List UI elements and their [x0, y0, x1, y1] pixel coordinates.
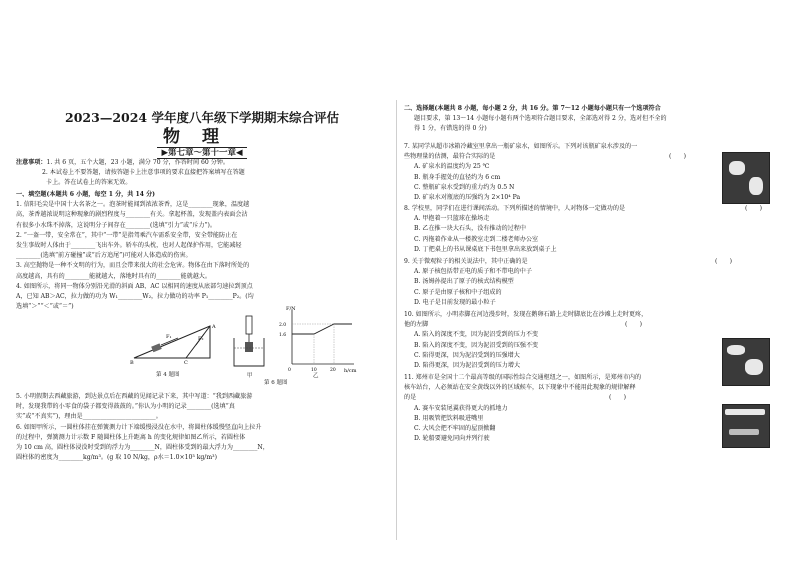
exam-title: 2023—2024 学年度八年级下学期期末综合评估 — [65, 110, 339, 125]
q9 — [404, 257, 782, 308]
q10-stem: 他的左脚 — [404, 321, 429, 329]
q7-option-d: D. 矿泉水对瓶底的压强约为 2×10⁴ Pa — [414, 194, 521, 202]
q2-line: 2. “一盔一带，安全常在”，其中“一带”是指驾乘汽车需系安全带，安全带能防止在 — [16, 231, 238, 239]
q10-option-b: B. 陷入的深度不变，因为泥沼受到的压强不变 — [414, 341, 539, 349]
q4-line: 选填“＞”“＜”或“＝”) — [16, 303, 74, 311]
q8-option-c: C. 丙拖着作业从一楼教室走到二楼老师办公室 — [414, 235, 539, 243]
section-2-heading-line: 得 1 分，有错选的得 0 分) — [414, 125, 487, 133]
y-tick-2: 2.0 — [279, 323, 287, 328]
section-1 — [16, 190, 388, 312]
q5-line: 时，发现我带的小零食的袋子都变得鼓鼓的。”你认为小明的记录________(选填“真 — [16, 403, 235, 411]
q1-line: 高，茶香越浓说明这种现象的剧烈程度与________有关。拿起杯盖，发现盖内表面会沾 — [16, 211, 248, 219]
q7-answer-paren: ( ) — [669, 153, 686, 161]
q4-line: 4. 如图所示，将同一物体分别沿光滑的斜面 AB、AC 以相同的速度从底部匀速拉到顶点 — [16, 282, 253, 290]
column-divider — [396, 100, 397, 540]
q7-option-c: C. 整瓶矿泉水受到的重力约为 0.5 N — [414, 183, 515, 191]
q8-answer-paren: ( ) — [745, 205, 762, 212]
q10-option-a: A. 陷入的深度不变，因为泥沼受到的压力不变 — [414, 331, 539, 339]
q10-answer-paren: ( ) — [625, 321, 642, 329]
q11-option-c: C. 大风会把不牢固的屋顶掀翻 — [414, 425, 496, 433]
q1-line: 有很多小水珠不掉落，这说明分子间存在________(选填“引力”或“斥力”)。 — [16, 221, 217, 229]
notes-label: 注意事项： — [16, 159, 47, 166]
chapter-scope-text: ▶第七章～第十一章◀ — [157, 147, 246, 159]
chapter-scope — [16, 146, 388, 158]
y-tick-1-6: 1.6 — [279, 333, 287, 338]
q10-stem: 10. 如图所示，小明赤脚在河边漫步时，发现在鹅卵石路上走时脚底比在沙滩上走时更疼， — [404, 311, 648, 318]
section-2-heading-line: 题目要求，第 13～14 小题每小题有两个选项符合题目要求，全部选对得 2 分，选对但不全的 — [414, 115, 667, 123]
q10-option-d: D. 陷得更深，因为泥沼受到的压力增大 — [414, 362, 521, 370]
notes — [16, 158, 388, 189]
q6-line: 的过程中，弹簧测力计示数 F 随圆柱体上升距离 h 的变化规律如图乙所示，若圆柱体 — [16, 433, 246, 441]
x-tick-10: 10 — [311, 368, 317, 373]
x-tick-0: 0 — [288, 368, 291, 373]
fig6-force-height-graph — [278, 304, 358, 374]
q7-stem: 些物理量的估测，最符合实际的是 — [404, 153, 496, 161]
q9-option-d: D. 电子是目前发现的最小粒子 — [414, 298, 496, 306]
q8-stem: 8. 学校里，同学们在进行课间活动。下列所描述的情境中，人对物体一定做功的是 — [404, 205, 626, 212]
q11-answer-paren: ( ) — [609, 394, 626, 402]
label-b: B — [130, 360, 134, 365]
label-c: C — [184, 360, 188, 365]
q8-option-b: B. 乙在推一块大石头，没有推动的过程中 — [414, 225, 526, 233]
q2-line: ________(选填“前方碰撞”或“后方追尾”)可能对人体造成的伤害。 — [16, 252, 192, 260]
axis-y-label: F/N — [286, 306, 296, 312]
q1-line: 1. 信阳毛尖是中国十大名茶之一。泡茶时能闻到浓浓茶香，这是________现象，温度越 — [16, 201, 250, 209]
q9-option-c: C. 原子是由原子核和中子组成的 — [414, 288, 502, 296]
q3-line: 高度越高，具有的________能就越大，落地时具有的________能就越大。 — [16, 272, 211, 280]
q4-line: A，已知 AB＞AC，拉力做的功为 W₁________W₂，拉力做功的功率 P₁________P₂。(均 — [16, 293, 254, 301]
fig6-label-jia: 甲 — [247, 373, 253, 379]
fig6-caption: 第 6 题图 — [264, 380, 288, 386]
q6-line: 圆柱体的密度为________kg/m³。(g 取 10 N/kg，ρ水＝1.0×10³ kg/m³) — [16, 454, 217, 462]
note-line: 2. 本试卷上不要答题，请按答题卡上注意事项的要求直接把答案填写在答题 — [42, 169, 245, 177]
fig6-label-yi: 乙 — [313, 373, 319, 379]
q5-line: 实”或“不真实”)，理由是________________________。 — [16, 413, 162, 421]
q11-stem: 的是 — [404, 394, 417, 402]
q6-line: 为 10 cm 高，圆柱体浸没时受到的浮力为________N，圆柱体受到的最大浮力为________N， — [16, 444, 269, 452]
section-2-heading — [404, 104, 782, 135]
q11-option-a: A. 赛车安装尾翼获得更大的抓地力 — [414, 404, 508, 412]
q9-option-a: A. 原子核包括带正电的质子和不带电的中子 — [414, 268, 532, 276]
q7-option-b: B. 瓶身手握处的直径约为 6 cm — [414, 173, 501, 181]
note-line: 卡上。答在试卷上的答案无效。 — [46, 179, 132, 187]
q7-water-bottle-photo — [722, 152, 770, 204]
section-1-heading: 一、填空题(本题共 6 小题，每空 1 分，共 14 分) — [16, 191, 156, 198]
q11-stem: 11. 郑州市是全国十二个最高等级的国际性综合交通枢纽之一，如图所示，是郑州市内的 — [404, 374, 642, 381]
fig4-caption: 第 4 题图 — [156, 372, 180, 378]
q9-answer-paren: ( ) — [715, 258, 732, 265]
label-a: A — [212, 324, 216, 330]
subject-title: 物理 — [163, 127, 241, 147]
q7-stem: 7. 某同学从超市冰箱冷藏室里拿出一瓶矿泉水，如图所示。下列对该瓶矿泉水涉及的一 — [404, 143, 638, 150]
q11-option-b: B. 用吸管把饮料吸进嘴里 — [414, 414, 484, 422]
q10-option-c: C. 陷得更深，因为泥沼受到的压强增大 — [414, 351, 520, 359]
q8 — [404, 204, 782, 255]
q7-option-a: A. 矿泉水的温度约为 25 ℃ — [414, 163, 490, 171]
fig6-spring-scale — [230, 314, 270, 370]
q9-option-b: B. 汤姆孙提出了原子的核式结构模型 — [414, 278, 514, 286]
q2-line: 发生事故时人体由于________飞出车外。轿车的头枕，也对人起保护作用，它能减轻 — [16, 242, 242, 250]
x-tick-20: 20 — [330, 368, 336, 373]
note-line: 1. 共 6 页，五个大题，23 小题，满分 70 分，作答时间 60 分钟。 — [46, 159, 229, 166]
section-2-heading-line: 二、选择题(本题共 8 小题，每小题 2 分，共 16 分。第 7～12 小题每小题只有一个选项符合 — [404, 105, 661, 112]
q11-stem: 核车站台，人必须站在安全黄线以外的区域候车，以下现象中不能用此现象的规律解释 — [404, 384, 636, 392]
axis-x-label: h/cm — [344, 368, 357, 374]
section-1-cont — [16, 392, 388, 463]
q8-option-a: A. 甲抱着一只篮球在操场走 — [414, 215, 490, 223]
q11-option-d: D. 轮船要避免同向并列行驶 — [414, 435, 490, 443]
label-f1: F₁ — [166, 334, 172, 340]
q9-stem: 9. 关于微观粒子的相关说法中，其中正确的是 — [404, 258, 528, 265]
fig4-incline-diagram — [126, 320, 226, 365]
force-curve — [292, 324, 352, 334]
q5-line: 5. 小明假期去西藏旅游，到达景点后在西藏的见闻记录下来，其中写道：“我到西藏旅游 — [16, 393, 253, 400]
q11-platform-photo — [722, 404, 770, 448]
q6-line: 6. 如图甲所示，一圆柱体挂在弹簧测力计下端缓慢浸没在水中，将圆柱体缓慢竖直向上拉升 — [16, 423, 262, 431]
q3-line: 3. 高空抛物是一种不文明的行为，而且会带来很大的社会危害。物体在由下落时所处的 — [16, 262, 250, 270]
label-f2: F₂ — [198, 336, 204, 342]
q8-option-d: D. 丁把桌上的书从课桌底下书包里拿出来放到桌子上 — [414, 245, 557, 253]
